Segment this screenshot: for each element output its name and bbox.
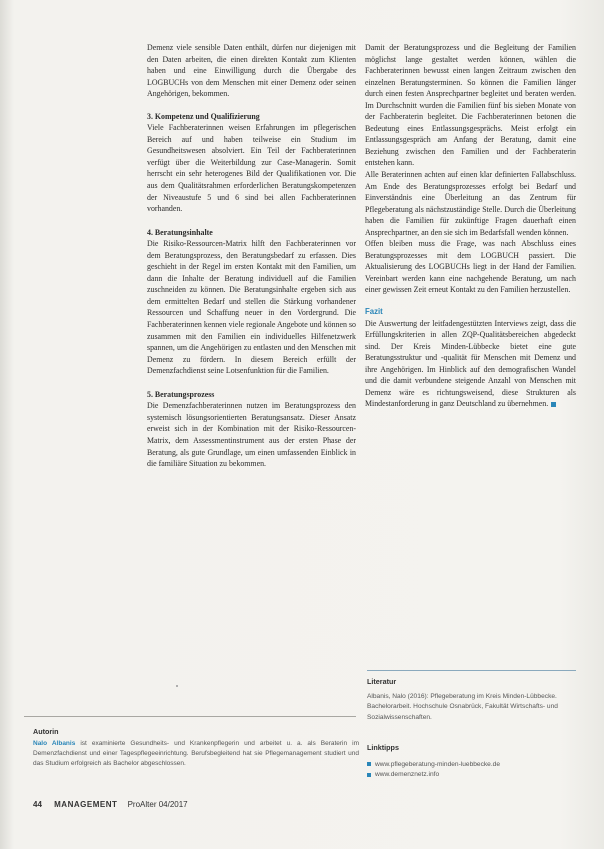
- issue-label: ProAlter 04/2017: [127, 800, 188, 809]
- paragraph-beratungsinhalte: Die Risiko-Ressourcen-Matrix hilft den Fachberaterinnen vor dem Beratungsprozess, den Beratungsbedarf zu erfassen. Dies geschieht in der Regel im ersten Kontakt mit den Familien, um dann die Inhalte der Beratung individuell auf die Familien zuschneiden zu können. Die Beratungsinhalte ergeben sich aus dem ermittelten Bedarf und stellen die Stärkung vorhandener Ressourcen und Schaffung neuer in den Vordergrund. Die Fachberaterinnen kennen viele regionale Angebote und können so zusammen mit den Familien ein individuelles Hilfenetzwerk spannen, um die Angehörigen zu entlasten und den Menschen mit Demenz zu fördern. In diesem Bereich erfüllt der Demenzfachdienst seine Lotsenfunktion für die Familien.: [147, 239, 356, 376]
- link-demenznetz[interactable]: www.demenznetz.info: [367, 770, 576, 780]
- heading-literatur: Literatur: [367, 677, 397, 686]
- right-column: [365, 42, 576, 410]
- left-column: [147, 42, 356, 470]
- autorin-bio: ist examinierte Gesundheits- und Krankenpflegerin und arbeitet u. a. als Beraterin im Demenzfachdienst und einer Tagespflegeeinrichtung. Berufsbegleitend hat sie Pflegemanagement studiert und das Studium erfolgreich als Bachelor abgeschlossen.: [33, 740, 359, 768]
- literatur-divider: [367, 670, 576, 671]
- autorin-name: Nalo Albanis: [33, 740, 76, 747]
- paragraph-fazit: [365, 318, 576, 410]
- heading-fazit: Fazit: [365, 307, 383, 317]
- page-number: 44: [33, 800, 42, 809]
- stray-dot: [176, 685, 178, 687]
- autorin-text: [33, 739, 359, 770]
- paragraph-beratungsprozess: Die Demenzfachberaterinnen nutzen im Beratungsprozess den systemisch lösungsorientierten Beratungsansatz. Dieser Ansatz erweist sich in der Kombination mit der Risiko-Ressourcen-Matrix, dem Assessmentinstrument aus der ersten Phase der Beratung, als gute Grundlage, um einen umfassenden Einblick in die familiäre Situation zu bekommen.: [147, 401, 356, 469]
- heading-beratungsprozess: 5. Beratungsprozess: [147, 389, 215, 399]
- intro-paragraph: Demenz viele sensible Daten enthält, dürfen nur diejenigen mit den Daten arbeiten, die einen direkten Kontakt zum Klienten haben und eine Einwilligung durch die Übergabe des LOGBUCHs von dem Menschen mit einer Demenz oder seinen Angehörigen, bekommen.: [147, 43, 356, 99]
- heading-beratungsinhalte: 4. Beratungsinhalte: [147, 227, 213, 237]
- heading-kompetenz: 3. Kompetenz und Qualifizierung: [147, 111, 260, 121]
- paragraph-kompetenz: Viele Fachberaterinnen weisen Erfahrungen im pflegerischen Bereich auf und haben teilweise ein Studium im Gesundheitswesen absolviert. Ein Teil der Fachberaterinnen verfügt über die Weiterbildung zur Case-Managerin. Somit herrscht ein sehr heterogenes Bild der Qualifikationen vor. Die aus dem Qualitätsrahmen erforderlichen Beratungskompetenzen der Niveaustufe 5 und 6 sind bei allen Fachberaterinnen vorhanden.: [147, 123, 356, 214]
- end-mark-icon: [551, 402, 556, 407]
- section-name: MANAGEMENT: [54, 800, 118, 809]
- paragraph-logbuch: Offen bleiben muss die Frage, was nach Abschluss eines Beratungsprozesses mit dem LOGBUCH passiert. Die Aktualisierung des LOGBUCHs liegt in der Hand der Familien. Vereinbart werden kann eine nachgehende Beratung, um nach einer gewissen Zeit erneut Kontakt zu den Familien herzustellen.: [365, 239, 576, 295]
- paragraph-begleitung: Damit der Beratungsprozess und die Begleitung der Familien möglichst lange gestaltet werden können, wählen die Fachberaterinnen bewusst einen langen Zeitraum zwischen den einzelnen Beratungsterminen. So können die Familien länger durch einen festen Ansprechpartner begleitet und beraten werden. Im Durchschnitt wurden die Familien fünf bis sieben Monate von der Fachberaterin begleitet. Die Fachberaterinnen betonen die Bedeutung eines Entlassungsgesprächs. Meist erfolgt ein Entlassungsgespräch am Anfang der Beratung, damit eine Beziehung zwischen den Familien und der Fachberaterin entstehen kann.: [365, 43, 576, 168]
- page-footer: [33, 800, 188, 809]
- link-list: [367, 760, 576, 781]
- link-pflegeberatung[interactable]: www.pflegeberatung-minden-luebbecke.de: [367, 760, 576, 770]
- autorin-box: [24, 716, 359, 783]
- bullet-icon: [367, 773, 371, 777]
- paragraph-fallabschluss: Alle Beraterinnen achten auf einen klar definierten Fallabschluss. Am Ende des Beratungsprozesses erfolgt bei Bedarf und Einverständnis eine Überleitung an das Zentrum für Pflegeberatung als nächstzuständige Stelle. Durch die Überleitung haben die Familien für zukünftige Fragen dauerhaft einen Ansprechpartner, an den sie sich im Bedarfsfall wenden können.: [365, 170, 576, 237]
- heading-linktipps: Linktipps: [367, 743, 399, 752]
- heading-autorin: Autorin: [33, 727, 59, 736]
- literatur-text: Albanis, Nalo (2016): Pflegeberatung im Kreis Minden-Lübbecke. Bachelorarbeit. Hochschule Osnabrück, Fakultät Wirtschafts- und Sozialwissenschaften.: [367, 693, 558, 721]
- bullet-icon: [367, 762, 371, 766]
- fazit-text: Die Auswertung der leitfadengestützten Interviews zeigt, dass die Erfüllungskriterien in allen ZQP-Qualitätsbereichen abgedeckt sind. Der Kreis Minden-Lübbecke bietet eine gute Beratungsstruktur und -qualität für Menschen mit Demenz und ihre Angehörigen. Im Hinblick auf den demografischen Wandel und die damit verbundene steigende Anzahl von Menschen mit Demenz wäre es richtungsweisend, diese Strukturen als Mindestanforderung in ganz Deutschland zu übernehmen.: [365, 318, 576, 409]
